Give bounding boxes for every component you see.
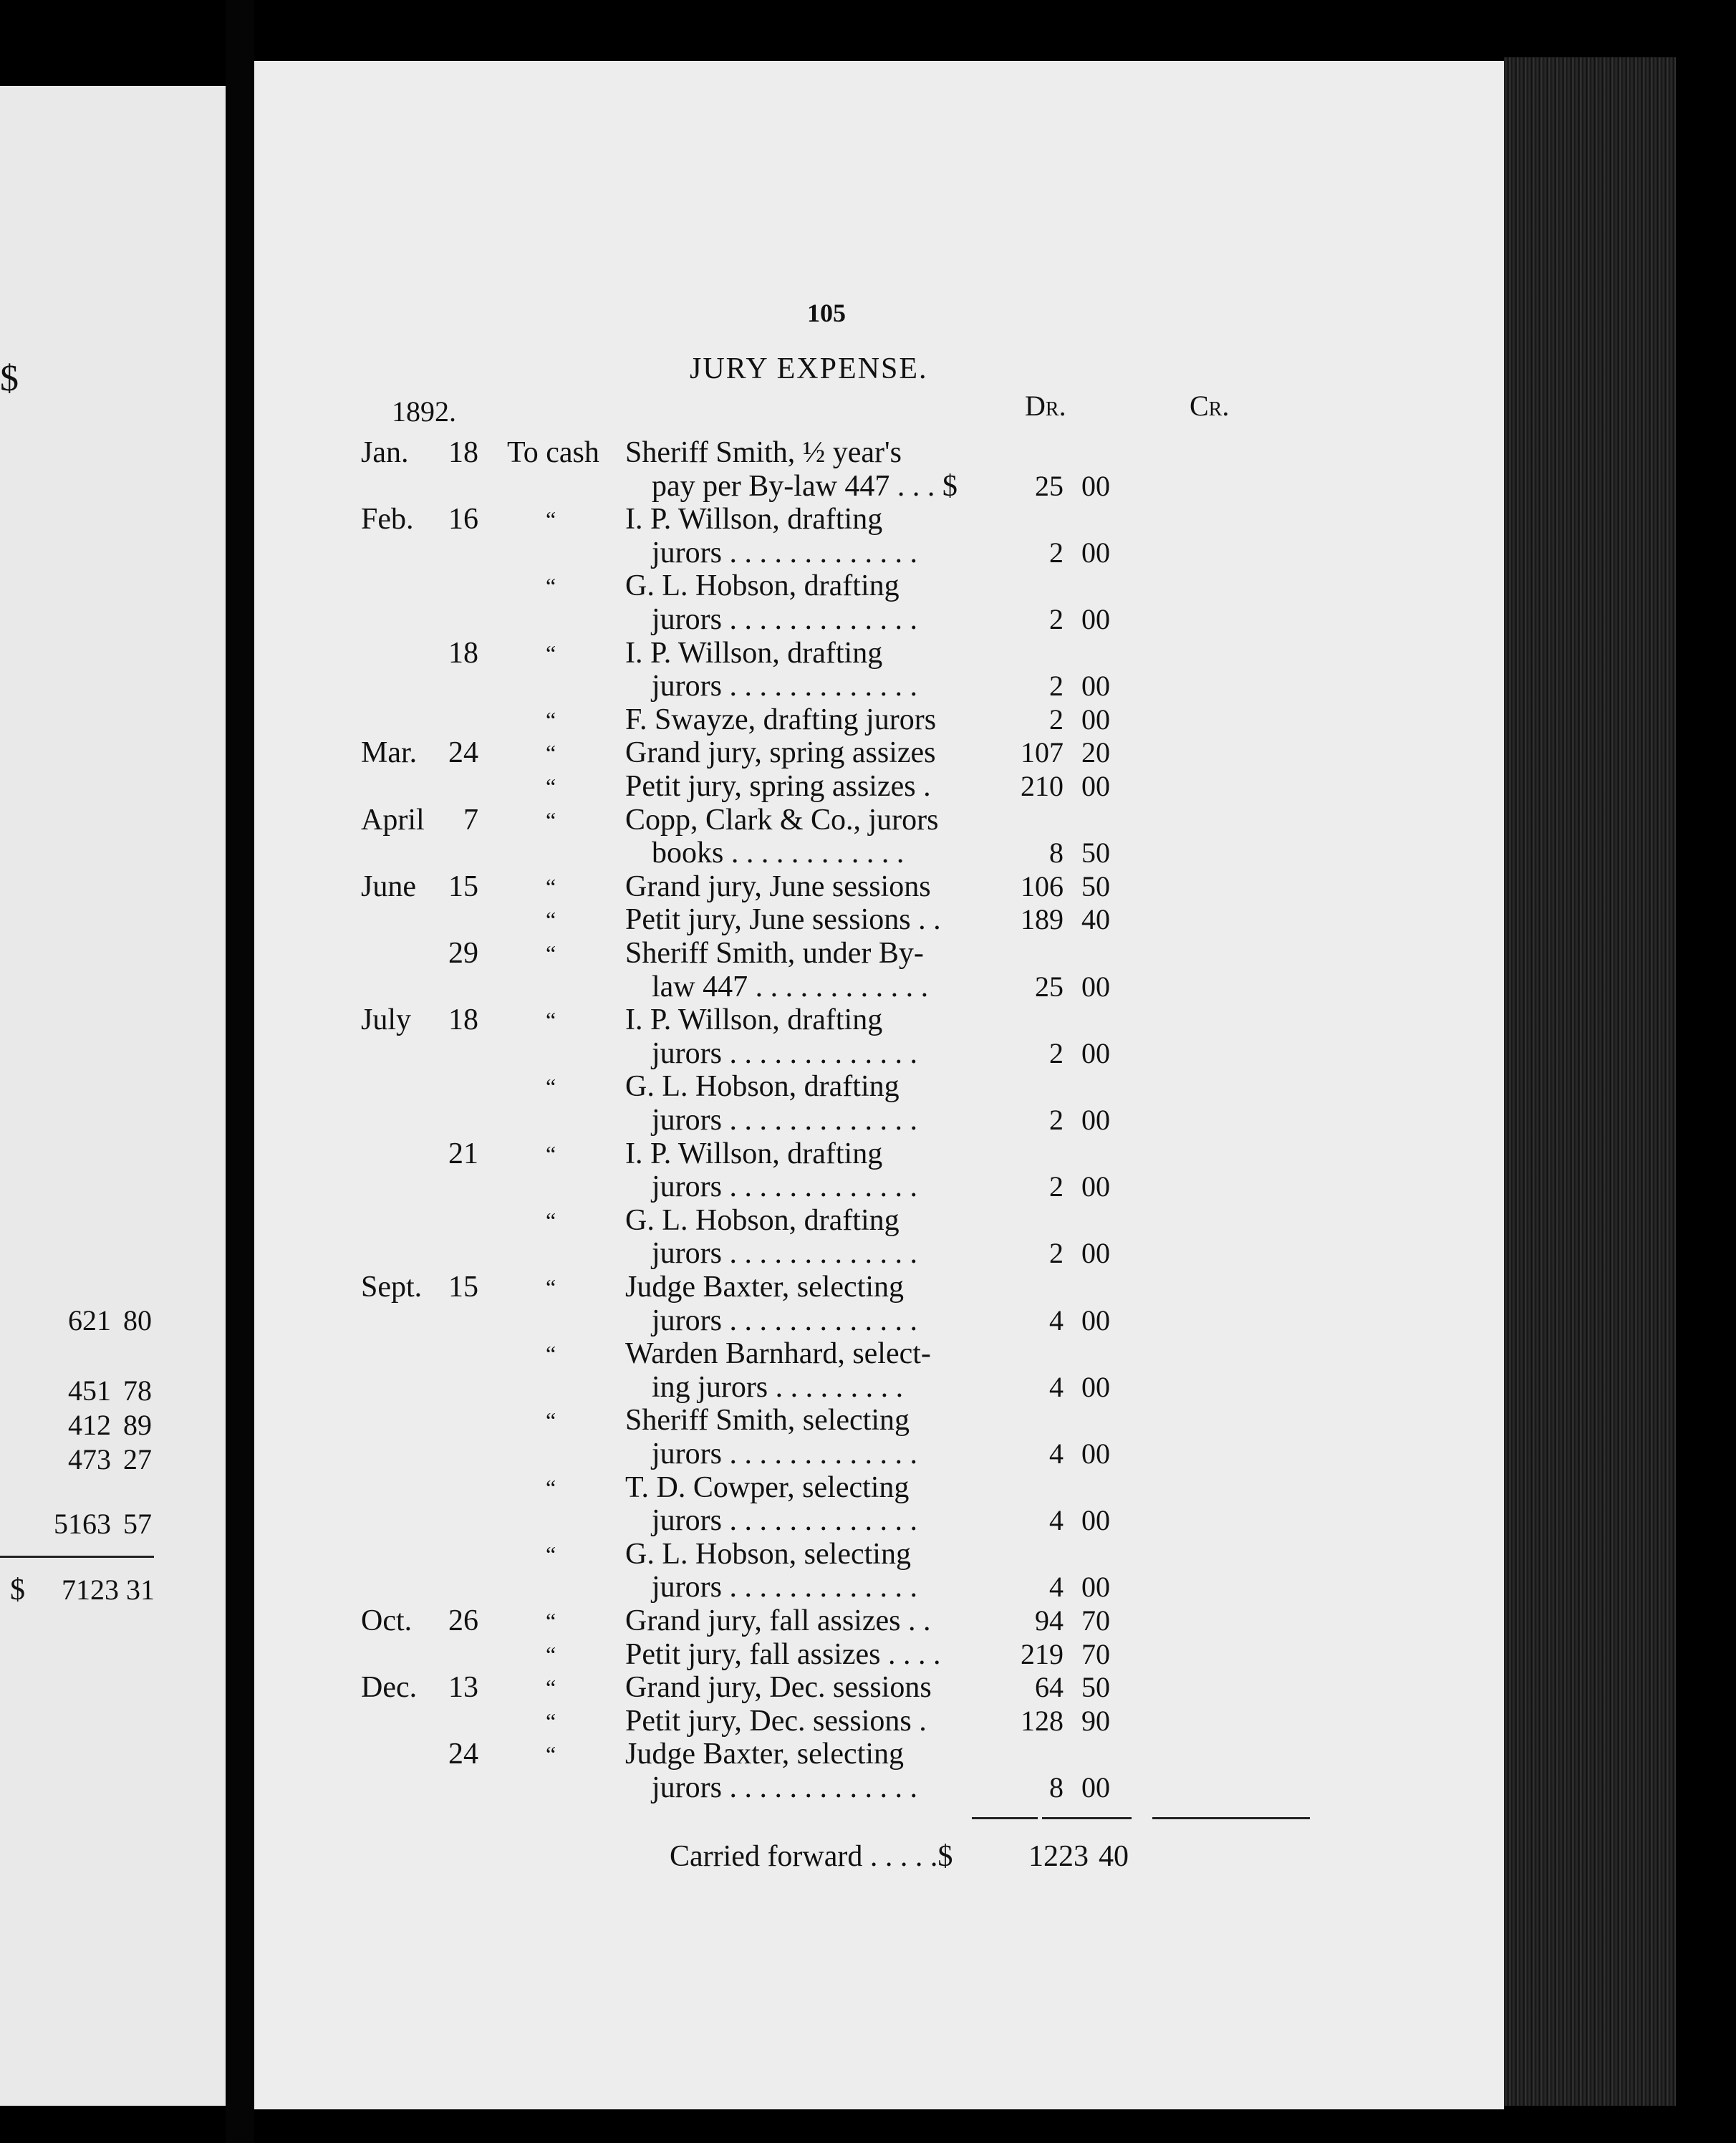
credit-total-rule bbox=[1152, 1817, 1310, 1819]
entry-cents: 00 bbox=[1081, 670, 1110, 702]
entry-ditto-mark: “ bbox=[546, 774, 556, 799]
entry-description-line: pay per By-law 447 . . . $ bbox=[652, 470, 958, 503]
left-amount-cents: 27 bbox=[123, 1443, 152, 1475]
entry-cents: 00 bbox=[1081, 770, 1110, 802]
entry-description-line: Grand jury, spring assizes bbox=[625, 736, 936, 769]
entry-ditto-mark: “ bbox=[546, 1741, 556, 1767]
entry-dollars: 4 bbox=[1049, 1371, 1064, 1403]
entry-cents: 00 bbox=[1081, 536, 1110, 569]
entry-month: Mar. bbox=[361, 736, 418, 769]
entry-ditto-mark: “ bbox=[546, 1341, 556, 1367]
left-total-rule bbox=[0, 1556, 154, 1558]
left-amount-cents: 78 bbox=[123, 1374, 152, 1407]
left-amount-dollars: 412 bbox=[68, 1409, 111, 1441]
entry-cents: 20 bbox=[1081, 736, 1110, 769]
credit-header: Cr. bbox=[1190, 390, 1230, 422]
entry-description-line: jurors . . . . . . . . . . . . . bbox=[652, 1104, 917, 1137]
entry-description-line: jurors . . . . . . . . . . . . . bbox=[652, 603, 917, 636]
entry-ditto-mark: “ bbox=[546, 1274, 556, 1300]
entry-cents: 40 bbox=[1081, 903, 1110, 935]
entry-dollars: 219 bbox=[1021, 1638, 1064, 1670]
entry-dollars: 8 bbox=[1049, 837, 1064, 869]
entry-description-line: G. L. Hobson, drafting bbox=[625, 1070, 900, 1103]
entry-dollars: 107 bbox=[1021, 736, 1064, 769]
entry-cents: 00 bbox=[1081, 1104, 1110, 1136]
entry-cents: 00 bbox=[1081, 1504, 1110, 1536]
entry-to-cash: To cash bbox=[507, 436, 599, 469]
entry-description-line: jurors . . . . . . . . . . . . . bbox=[652, 1304, 917, 1337]
entry-cents: 00 bbox=[1081, 1304, 1110, 1337]
left-amount-cents: 89 bbox=[123, 1409, 152, 1441]
entry-description-line: Petit jury, spring assizes . bbox=[625, 770, 931, 803]
ledger-year: 1892. bbox=[392, 395, 456, 428]
entry-description-line: G. L. Hobson, selecting bbox=[625, 1538, 911, 1571]
entry-description-line: T. D. Cowper, selecting bbox=[625, 1471, 910, 1504]
entry-dollars: 4 bbox=[1049, 1504, 1064, 1536]
entry-description-line: Petit jury, fall assizes . . . . bbox=[625, 1638, 941, 1671]
entry-month: April bbox=[361, 804, 425, 837]
entry-cents: 00 bbox=[1081, 470, 1110, 502]
left-amount-cents: 80 bbox=[123, 1304, 152, 1337]
entry-cents: 00 bbox=[1081, 1571, 1110, 1603]
entry-ditto-mark: “ bbox=[546, 1475, 556, 1501]
entry-ditto-mark: “ bbox=[546, 940, 556, 966]
entry-dollars: 2 bbox=[1049, 603, 1064, 635]
entry-ditto-mark: “ bbox=[546, 1141, 556, 1167]
entry-ditto-mark: “ bbox=[546, 707, 556, 733]
carried-forward-cents: 40 bbox=[1099, 1840, 1129, 1873]
entry-ditto-mark: “ bbox=[546, 506, 556, 532]
entry-description-line: jurors . . . . . . . . . . . . . bbox=[652, 1504, 917, 1537]
entry-dollars: 106 bbox=[1021, 870, 1064, 902]
entry-dollars: 210 bbox=[1021, 770, 1064, 802]
entry-day: 15 bbox=[448, 1271, 478, 1304]
entry-cents: 00 bbox=[1081, 1371, 1110, 1403]
left-amount-dollars: 5163 bbox=[54, 1508, 111, 1540]
entry-description-line: G. L. Hobson, drafting bbox=[625, 1204, 900, 1237]
entry-ditto-mark: “ bbox=[546, 740, 556, 766]
page-title: JURY EXPENSE. bbox=[690, 352, 928, 385]
entry-ditto-mark: “ bbox=[546, 1208, 556, 1233]
entry-month: Oct. bbox=[361, 1604, 413, 1637]
entry-cents: 00 bbox=[1081, 1438, 1110, 1470]
entry-description-line: jurors . . . . . . . . . . . . . bbox=[652, 1771, 917, 1804]
entry-dollars: 25 bbox=[1035, 971, 1064, 1003]
entry-cents: 70 bbox=[1081, 1638, 1110, 1670]
entry-dollars: 4 bbox=[1049, 1304, 1064, 1337]
entry-ditto-mark: “ bbox=[546, 1708, 556, 1734]
entry-day: 13 bbox=[448, 1671, 478, 1704]
entry-description-line: Judge Baxter, selecting bbox=[625, 1271, 905, 1304]
book-gutter bbox=[226, 0, 254, 2143]
entry-cents: 00 bbox=[1081, 971, 1110, 1003]
book-edge bbox=[1504, 57, 1676, 2106]
entry-month: Feb. bbox=[361, 503, 414, 536]
entry-dollars: 2 bbox=[1049, 703, 1064, 736]
entry-ditto-mark: “ bbox=[546, 874, 556, 900]
entry-dollars: 4 bbox=[1049, 1438, 1064, 1470]
left-total-currency: $ bbox=[10, 1574, 25, 1607]
entry-cents: 00 bbox=[1081, 1771, 1110, 1804]
entry-cents: 70 bbox=[1081, 1604, 1110, 1637]
entry-description-line: I. P. Willson, drafting bbox=[625, 637, 883, 670]
entry-ditto-mark: “ bbox=[546, 1407, 556, 1433]
entry-dollars: 2 bbox=[1049, 1170, 1064, 1203]
entry-day: 15 bbox=[448, 870, 478, 903]
entry-description-line: jurors . . . . . . . . . . . . . bbox=[652, 1571, 917, 1604]
left-amount-dollars: 451 bbox=[68, 1374, 111, 1407]
entry-dollars: 4 bbox=[1049, 1571, 1064, 1603]
left-amount-dollars: 473 bbox=[68, 1443, 111, 1475]
entry-cents: 00 bbox=[1081, 1237, 1110, 1269]
entry-description-line: I. P. Willson, drafting bbox=[625, 1137, 883, 1170]
entry-cents: 00 bbox=[1081, 1037, 1110, 1069]
entry-ditto-mark: “ bbox=[546, 1608, 556, 1634]
entry-description-line: I. P. Willson, drafting bbox=[625, 503, 883, 536]
entry-cents: 50 bbox=[1081, 837, 1110, 869]
left-amount-cents: 57 bbox=[123, 1508, 152, 1540]
entry-month: Sept. bbox=[361, 1271, 423, 1304]
entry-description-line: jurors . . . . . . . . . . . . . bbox=[652, 536, 917, 569]
entry-description-line: jurors . . . . . . . . . . . . . bbox=[652, 670, 917, 703]
entry-day: 21 bbox=[448, 1137, 478, 1170]
entry-description-line: ing jurors . . . . . . . . . bbox=[652, 1371, 904, 1404]
entry-dollars: 2 bbox=[1049, 1237, 1064, 1269]
entry-day: 18 bbox=[448, 436, 478, 469]
entry-month: Dec. bbox=[361, 1671, 418, 1704]
entry-month: June bbox=[361, 870, 416, 903]
entry-description-line: Judge Baxter, selecting bbox=[625, 1738, 905, 1771]
entry-ditto-mark: “ bbox=[546, 1007, 556, 1033]
carried-forward-label: Carried forward . . . . .$ bbox=[670, 1840, 953, 1873]
entry-description-line: jurors . . . . . . . . . . . . . bbox=[652, 1037, 917, 1070]
entry-day: 29 bbox=[448, 937, 478, 970]
carried-forward-dollars: 1223 bbox=[1028, 1840, 1089, 1873]
entry-cents: 90 bbox=[1081, 1705, 1110, 1737]
entry-dollars: 25 bbox=[1035, 470, 1064, 502]
left-page bbox=[0, 86, 226, 2106]
entry-day: 24 bbox=[448, 736, 478, 769]
entry-description-line: Petit jury, June sessions . . bbox=[625, 903, 941, 936]
cents-total-rule bbox=[1042, 1817, 1132, 1819]
left-amount-dollars: 621 bbox=[68, 1304, 111, 1337]
entry-description-line: books . . . . . . . . . . . . bbox=[652, 837, 905, 870]
page-number: 105 bbox=[807, 299, 846, 327]
entry-cents: 50 bbox=[1081, 1671, 1110, 1703]
entry-dollars: 94 bbox=[1035, 1604, 1064, 1637]
entry-day: 24 bbox=[448, 1738, 478, 1771]
left-total-cents: 31 bbox=[126, 1574, 155, 1606]
entry-description-line: I. P. Willson, drafting bbox=[625, 1003, 883, 1036]
entry-description-line: Grand jury, June sessions bbox=[625, 870, 931, 903]
entry-month: July bbox=[361, 1003, 412, 1036]
dollars-total-rule bbox=[972, 1817, 1038, 1819]
entry-ditto-mark: “ bbox=[546, 907, 556, 933]
left-dollar-mark: $ bbox=[0, 358, 19, 399]
entry-dollars: 2 bbox=[1049, 1104, 1064, 1136]
debit-header: Dr. bbox=[1025, 390, 1066, 422]
entry-description-line: F. Swayze, drafting jurors bbox=[625, 703, 937, 736]
entry-description-line: jurors . . . . . . . . . . . . . bbox=[652, 1237, 917, 1270]
entry-ditto-mark: “ bbox=[546, 1074, 556, 1099]
entry-day: 16 bbox=[448, 503, 478, 536]
entry-description-line: Copp, Clark & Co., jurors bbox=[625, 804, 939, 837]
entry-description-line: jurors . . . . . . . . . . . . . bbox=[652, 1438, 917, 1470]
entry-cents: 50 bbox=[1081, 870, 1110, 902]
entry-cents: 00 bbox=[1081, 1170, 1110, 1203]
entry-day: 18 bbox=[448, 637, 478, 670]
entry-ditto-mark: “ bbox=[546, 1642, 556, 1667]
entry-description-line: Sheriff Smith, ½ year's bbox=[625, 436, 902, 469]
entry-dollars: 2 bbox=[1049, 1037, 1064, 1069]
entry-day: 18 bbox=[448, 1003, 478, 1036]
entry-cents: 00 bbox=[1081, 703, 1110, 736]
left-total-dollars: 7123 bbox=[62, 1574, 119, 1606]
entry-ditto-mark: “ bbox=[546, 807, 556, 833]
entry-day: 26 bbox=[448, 1604, 478, 1637]
entry-description-line: Sheriff Smith, under By- bbox=[625, 937, 924, 970]
entry-description-line: jurors . . . . . . . . . . . . . bbox=[652, 1170, 917, 1203]
entry-month: Jan. bbox=[361, 436, 409, 469]
entry-ditto-mark: “ bbox=[546, 640, 556, 666]
entry-description-line: G. L. Hobson, drafting bbox=[625, 569, 900, 602]
entry-dollars: 2 bbox=[1049, 670, 1064, 702]
entry-day: 7 bbox=[463, 804, 478, 837]
entry-ditto-mark: “ bbox=[546, 1541, 556, 1567]
entry-dollars: 189 bbox=[1021, 903, 1064, 935]
entry-ditto-mark: “ bbox=[546, 573, 556, 599]
entry-dollars: 8 bbox=[1049, 1771, 1064, 1804]
entry-description-line: law 447 . . . . . . . . . . . . bbox=[652, 971, 929, 1003]
entry-cents: 00 bbox=[1081, 603, 1110, 635]
entry-dollars: 2 bbox=[1049, 536, 1064, 569]
entry-dollars: 128 bbox=[1021, 1705, 1064, 1737]
entry-description-line: Grand jury, fall assizes . . bbox=[625, 1604, 931, 1637]
entry-description-line: Warden Barnhard, select- bbox=[625, 1337, 931, 1370]
entry-ditto-mark: “ bbox=[546, 1675, 556, 1700]
entry-description-line: Sheriff Smith, selecting bbox=[625, 1404, 910, 1437]
entry-dollars: 64 bbox=[1035, 1671, 1064, 1703]
entry-description-line: Petit jury, Dec. sessions . bbox=[625, 1705, 927, 1738]
entry-description-line: Grand jury, Dec. sessions bbox=[625, 1671, 932, 1704]
